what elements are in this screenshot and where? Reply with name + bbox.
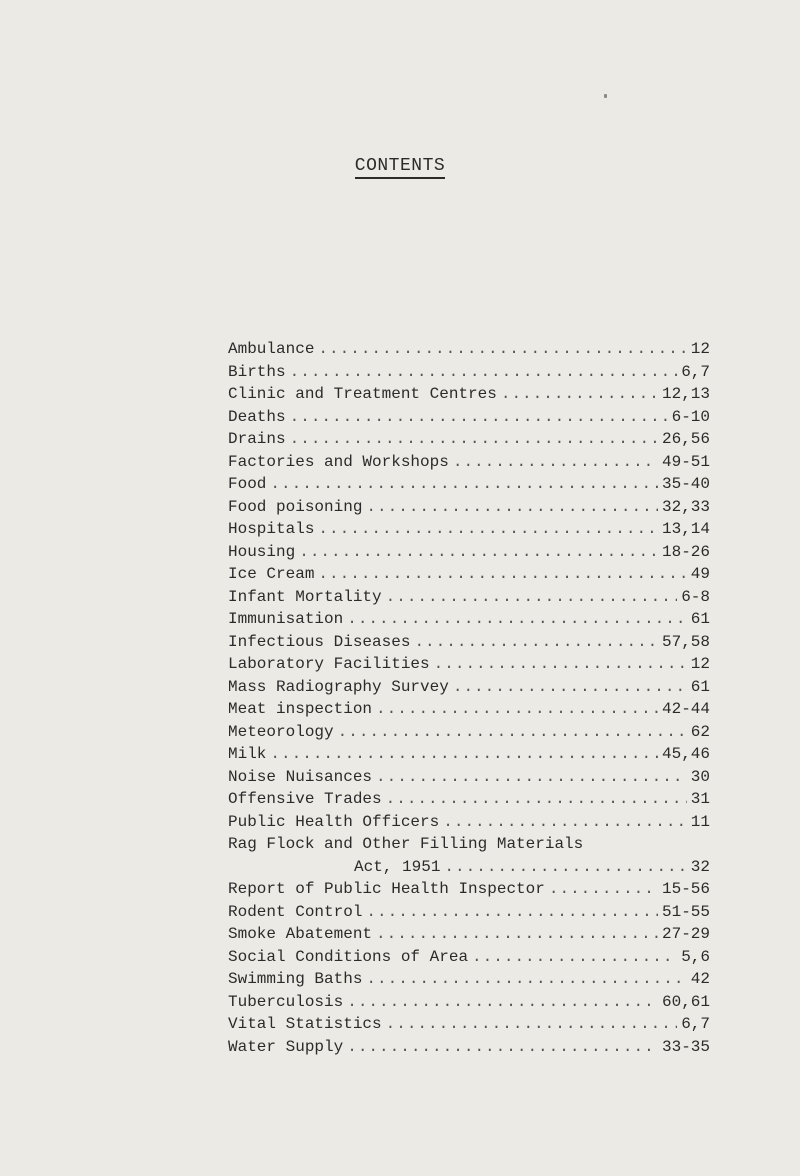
entry-page-number: 6,7 xyxy=(681,1015,710,1033)
contents-entry xyxy=(228,541,710,564)
entry-label: Meteorology xyxy=(228,722,334,741)
contents-entry xyxy=(228,788,710,811)
entry-label: Tuberculosis xyxy=(228,992,344,1011)
entry-page-number: 6-8 xyxy=(681,587,710,606)
contents-entry xyxy=(228,1013,710,1036)
contents-entry xyxy=(228,721,710,744)
entry-page-number: 32 xyxy=(690,857,710,876)
entry-page-number: 49-51 xyxy=(661,452,710,471)
contents-entry xyxy=(228,1036,710,1059)
entry-label: Laboratory Facilities xyxy=(228,655,430,673)
entry-label: Deaths xyxy=(228,407,286,426)
dot-leader xyxy=(386,1013,678,1036)
contents-list xyxy=(228,338,710,1058)
entry-label: Report of Public Health Inspector xyxy=(228,880,545,898)
dot-leader xyxy=(376,923,658,946)
entry-label: Drains xyxy=(228,430,286,448)
entry-label: Hospitals xyxy=(228,520,315,538)
dot-leader xyxy=(414,631,658,654)
contents-entry xyxy=(228,811,710,834)
entry-page-number: 61 xyxy=(690,677,710,696)
entry-page-number: 32,33 xyxy=(661,497,710,516)
entry-label: Infant Mortality xyxy=(228,587,382,606)
dot-leader xyxy=(444,856,686,879)
entry-label: Food xyxy=(228,475,267,493)
entry-page-number: 57,58 xyxy=(661,632,710,651)
entry-page-number: 51-55 xyxy=(661,902,710,921)
contents-entry xyxy=(228,631,710,654)
dot-leader xyxy=(270,743,658,766)
entry-page-number: 33-35 xyxy=(661,1037,710,1056)
contents-entry xyxy=(228,451,710,474)
paper-fleck xyxy=(604,94,607,98)
entry-page-number: 15-56 xyxy=(661,880,710,898)
contents-entry xyxy=(228,496,710,519)
dot-leader xyxy=(453,676,687,699)
dot-leader xyxy=(318,518,658,541)
entry-label: Rag Flock and Other Filling Materials xyxy=(228,835,584,853)
entry-page-number: 12,13 xyxy=(661,385,710,403)
entry-page-number: 45,46 xyxy=(661,745,710,763)
entry-page-number: 6-10 xyxy=(671,407,710,426)
entry-page-number: 13,14 xyxy=(661,520,710,538)
dot-leader xyxy=(366,968,686,991)
dot-leader xyxy=(366,901,658,924)
contents-entry xyxy=(228,563,710,586)
entry-label: Noise Nuisances xyxy=(228,767,373,786)
entry-label: Water Supply xyxy=(228,1037,344,1056)
contents-entry xyxy=(228,586,710,609)
entry-page-number: 11 xyxy=(690,812,710,831)
dot-leader xyxy=(290,406,668,429)
entry-label: Rodent Control xyxy=(228,902,363,921)
dot-leader xyxy=(386,788,687,811)
dot-leader xyxy=(386,586,678,609)
entry-label: Vital Statistics xyxy=(228,1015,382,1033)
dot-leader xyxy=(318,338,686,361)
dot-leader xyxy=(472,946,677,969)
contents-entry xyxy=(228,361,710,384)
dot-leader xyxy=(347,1036,658,1059)
entry-page-number: 62 xyxy=(690,722,710,741)
dot-leader xyxy=(290,428,658,451)
entry-label: Infectious Diseases xyxy=(228,632,411,651)
contents-entry xyxy=(228,676,710,699)
contents-entry xyxy=(228,878,710,901)
dot-leader xyxy=(366,496,658,519)
entry-page-number: 31 xyxy=(690,790,710,808)
entry-label: Milk xyxy=(228,745,267,763)
contents-entry xyxy=(228,428,710,451)
entry-label: Housing xyxy=(228,542,296,561)
entry-label: Offensive Trades xyxy=(228,790,382,808)
contents-entry xyxy=(228,383,710,406)
dot-leader xyxy=(376,698,658,721)
dot-leader xyxy=(347,991,658,1014)
entry-label: Ice Cream xyxy=(228,565,315,583)
dot-leader xyxy=(318,563,686,586)
contents-entry xyxy=(228,473,710,496)
entry-page-number: 18-26 xyxy=(661,542,710,561)
entry-page-number: 35-40 xyxy=(661,475,710,493)
entry-page-number: 12 xyxy=(690,655,710,673)
contents-entry xyxy=(228,608,710,631)
entry-label: Smoke Abatement xyxy=(228,925,373,943)
contents-entry xyxy=(228,946,710,969)
entry-page-number: 6,7 xyxy=(681,362,710,381)
entry-label: Meat inspection xyxy=(228,700,373,718)
dot-leader xyxy=(299,541,658,564)
dot-leader xyxy=(347,608,687,631)
entry-label: Births xyxy=(228,362,286,381)
entry-page-number: 42 xyxy=(690,970,710,988)
contents-entry xyxy=(228,406,710,429)
entry-label: Food poisoning xyxy=(228,497,363,516)
dot-leader xyxy=(376,766,687,789)
entry-label: Swimming Baths xyxy=(228,970,363,988)
entry-page-number: 49 xyxy=(690,565,710,583)
entry-page-number: 27-29 xyxy=(661,925,710,943)
dot-leader xyxy=(270,473,658,496)
contents-entry xyxy=(228,743,710,766)
dot-leader xyxy=(501,383,658,406)
page-title xyxy=(0,156,800,179)
entry-page-number: 12 xyxy=(690,340,710,358)
contents-entry xyxy=(228,698,710,721)
entry-page-number: 60,61 xyxy=(661,992,710,1011)
entry-label: Clinic and Treatment Centres xyxy=(228,385,497,403)
entry-label: Ambulance xyxy=(228,340,315,358)
contents-entry xyxy=(228,653,710,676)
page-title-text: CONTENTS xyxy=(355,156,445,179)
entry-page-number: 61 xyxy=(690,610,710,628)
dot-leader xyxy=(290,361,678,384)
contents-entry xyxy=(228,991,710,1014)
entry-label: Mass Radiography Survey xyxy=(228,677,449,696)
dot-leader xyxy=(434,653,687,676)
dot-leader xyxy=(453,451,658,474)
contents-entry xyxy=(228,833,710,878)
entry-page-number: 30 xyxy=(690,767,710,786)
contents-entry xyxy=(228,338,710,361)
entry-page-number: 42-44 xyxy=(661,700,710,718)
entry-label: Factories and Workshops xyxy=(228,452,449,471)
contents-entry xyxy=(228,923,710,946)
dot-leader xyxy=(549,878,658,901)
entry-page-number: 26,56 xyxy=(661,430,710,448)
dot-leader xyxy=(443,811,687,834)
contents-entry xyxy=(228,518,710,541)
entry-label: Immunisation xyxy=(228,610,344,628)
contents-entry xyxy=(228,766,710,789)
entry-label-continued: Act, 1951 xyxy=(354,857,441,876)
entry-label: Social Conditions of Area xyxy=(228,947,469,966)
entry-label: Public Health Officers xyxy=(228,812,440,831)
contents-entry xyxy=(228,968,710,991)
dot-leader xyxy=(338,721,687,744)
contents-entry xyxy=(228,901,710,924)
entry-page-number: 5,6 xyxy=(681,947,710,966)
